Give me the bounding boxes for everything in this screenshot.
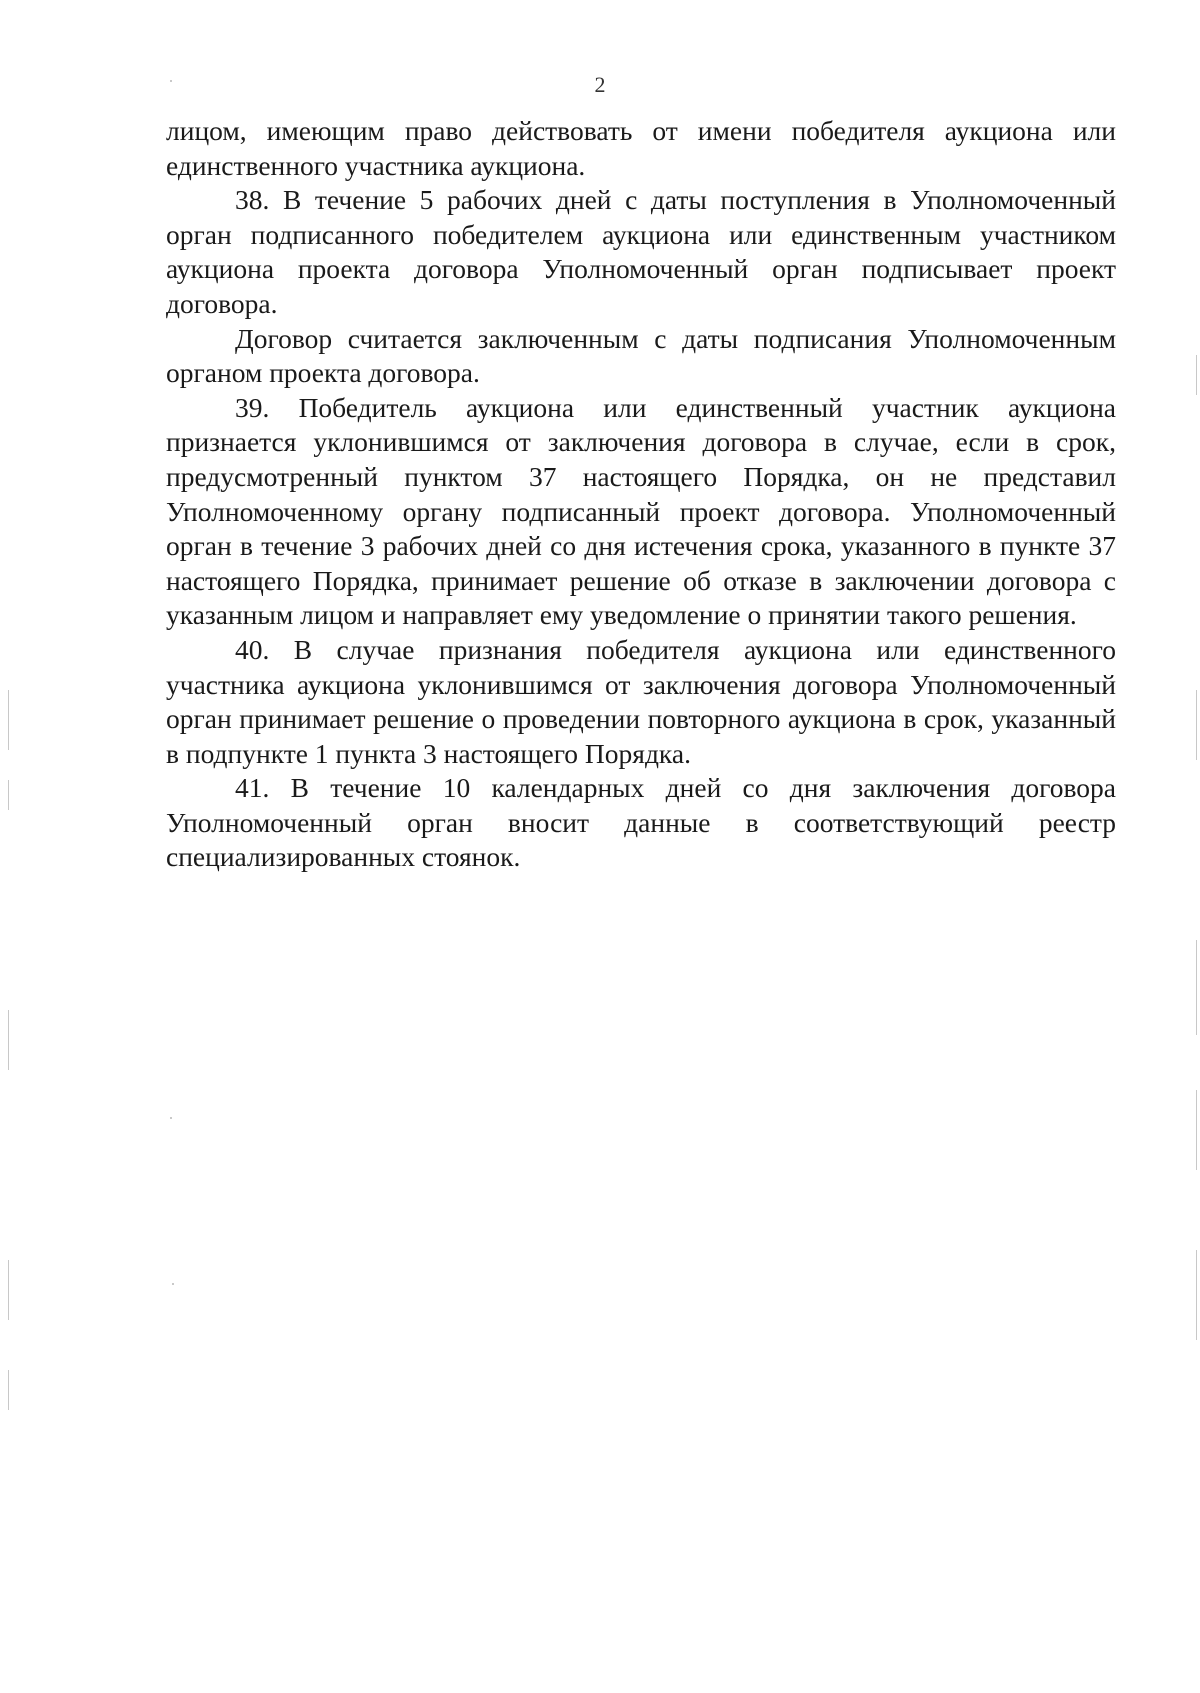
scan-artifact-dot — [172, 1283, 174, 1285]
scan-artifact-line — [8, 1260, 9, 1320]
paragraph-continuation: лицом, имеющим право действовать от имени победителя аукциона или единственного участника аукциона. — [166, 115, 1116, 181]
scan-artifact-line — [8, 780, 9, 810]
scan-artifact-line — [1196, 690, 1197, 760]
paragraph-contract-concluded: Договор считается заключенным с даты подписания Уполномоченным органом проекта договора. — [166, 322, 1116, 389]
scan-artifact-line — [1196, 940, 1197, 1035]
paragraph-item-41: 41. В течение 10 календарных дней со дня заключения договора Уполномоченный орган вносит данные в соответствующий реестр специализированных стоянок. — [166, 772, 1116, 873]
paragraph-item-39: 39. Победитель аукциона или единственный участник аукциона признается уклонившимся от заключения договора в случае, если в срок, предусмотренный пунктом 37 настоящего Порядка, он не представил Уполномоченному органу подписанный проект договора. Уполномоченный орган в течение 3 рабочих дней со дня истечения срока, указанного в пункте 37 настоящего Порядка, принимает решение об отказе в заключении договора с указанным лицом и направляет ему уведомление о принятии такого решения. — [166, 391, 1116, 631]
paragraph-item-40: 40. В случае признания победителя аукциона или единственного участника аукциона уклонившимся от заключения договора Уполномоченный орган принимает решение о проведении повторного аукциона в срок, указанный в подпункте 1 пункта 3 настоящего Порядка. — [166, 633, 1116, 769]
paragraph-item-38: 38. В течение 5 рабочих дней с даты поступления в Уполномоченный орган подписанного победителем аукциона или единственным участником аукциона проекта договора Уполномоченный орган подписывает проект договора. — [166, 184, 1116, 319]
scan-artifact-line — [1196, 355, 1197, 395]
scan-artifact-dot — [170, 1117, 172, 1119]
scan-artifact-line — [1196, 1250, 1197, 1340]
scan-artifact-line — [8, 1370, 9, 1410]
document-body — [166, 114, 1116, 875]
scan-artifact-line — [8, 1010, 9, 1070]
page-number: 2 — [594, 72, 606, 97]
scan-artifact-line — [1196, 1090, 1197, 1170]
scan-artifact-line — [8, 690, 9, 750]
